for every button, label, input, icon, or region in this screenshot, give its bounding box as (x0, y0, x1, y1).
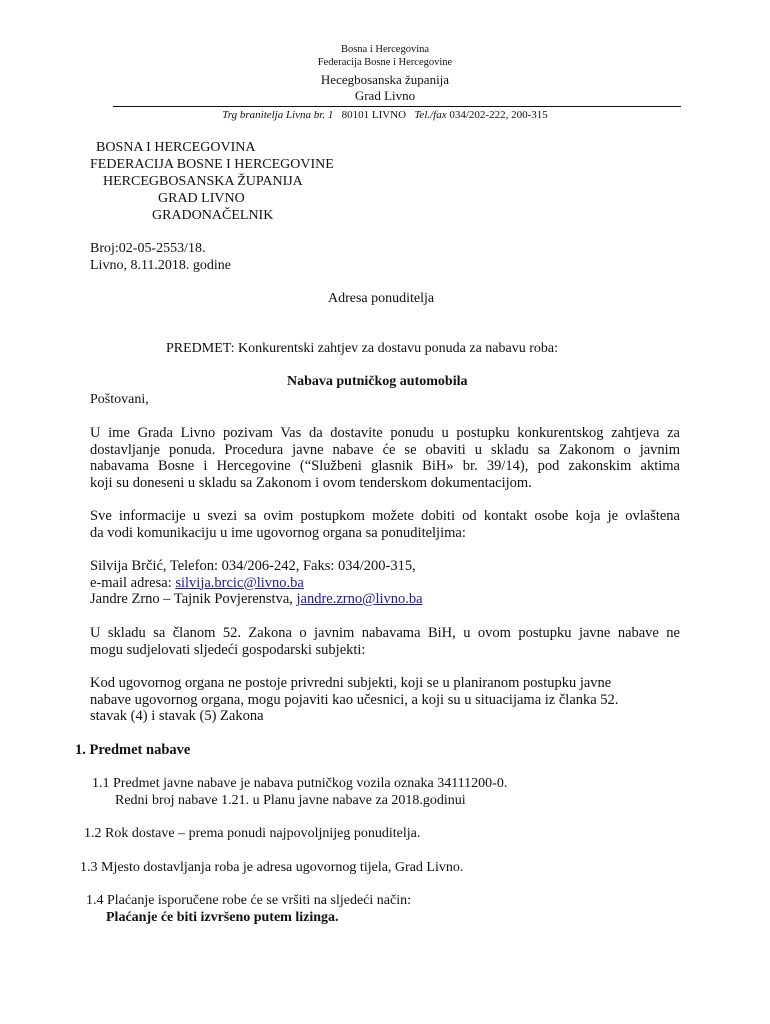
letterhead-city: Grad Livno (354, 88, 416, 103)
contact-line-2 (90, 575, 680, 592)
issuer-line-3: HERCEGBOSANSKA ŽUPANIJA (103, 174, 303, 189)
exclusion-line: Kod ugovornog organa ne postoje privredni subjekti, koji se u planiranom postupku javne (90, 675, 612, 691)
item-1-2: 1.2 Rok dostave – prema ponudi najpovoljnijeg ponuditelja. (84, 826, 421, 841)
salutation: Poštovani, (90, 392, 149, 407)
letterhead-federation: Federacija Bosne i Hercegovine (317, 57, 453, 68)
reference-number: Broj:02-05-2553/18. (90, 241, 206, 256)
contact-line-1: Silvija Brčić, Telefon: 034/206-242, Faks: 034/200-315, (90, 558, 416, 574)
email-label: e-mail adresa: (90, 574, 176, 591)
letterhead-divider (113, 106, 681, 107)
intro-line: dostavljanje ponuda. Procedura javne nabave će se obaviti u skladu sa Zakonom o javnim (90, 441, 680, 458)
intro-line: U ime Grada Livno pozivam Vas da dostavite ponudu u postupku konkurentskog zahtjeva za (90, 425, 680, 441)
letterhead-address (0, 109, 770, 121)
exclusion-paragraph (90, 675, 680, 725)
exclusion-line: stavak (4) i stavak (5) Zakona (90, 708, 264, 724)
item-1-4-payment: Plaćanje će biti izvršeno putem lizinga. (106, 910, 339, 925)
item-1-1-detail: Redni broj nabave 1.21. u Planu javne nabave za 2018.godinui (115, 793, 466, 808)
reference-date: Livno, 8.11.2018. godine (90, 258, 232, 273)
contacts-block (90, 558, 680, 608)
issuer-line-5: GRADONAČELNIK (152, 208, 274, 223)
issuer-line-4: GRAD LIVNO (158, 191, 245, 206)
item-1-4: 1.4 Plaćanje isporučene robe će se vršiti na sljedeći način: (86, 893, 411, 908)
exclusion-line: nabave ugovornog organa, mogu pojaviti kao učesnici, a koji su u situacijama iz članka 52. (90, 691, 619, 708)
info-line: da vodi komunikaciju u ime ugovornog organa sa ponuditeljima: (90, 524, 466, 541)
letterhead-canton: Hecegbosanska županija (320, 72, 450, 87)
item-1-1: 1.1 Predmet javne nabave je nabava putničkog vozila oznaka 34111200-0. (92, 776, 508, 791)
contact-jandre: Jandre Zrno – Tajnik Povjerenstva, (90, 591, 297, 607)
contact-line-3 (90, 591, 680, 608)
issuer-line-2: FEDERACIJA BOSNE I HERCEGOVINE (90, 157, 334, 172)
email-link-silvija[interactable]: silvija.brcic@livno.ba (175, 574, 304, 591)
email-link-jandre[interactable]: jandre.zrno@livno.ba (296, 591, 423, 607)
issuer-line-1: BOSNA I HERCEGOVINA (96, 140, 256, 155)
address-tel-label: Tel./fax (414, 109, 447, 121)
article52-line: mogu sudjelovati sljedeći gospodarski subjekti: (90, 641, 366, 658)
address-street: Trg branitelja Livna br. 1 (222, 109, 334, 121)
intro-paragraph (90, 425, 680, 491)
intro-line: nabavama Bosne i Hercegovine (“Službeni glasnik BiH» br. 39/14), pod zakonskim aktima (90, 458, 680, 474)
subject-line: PREDMET: Konkurentski zahtjev za dostavu ponuda za nabavu roba: (166, 341, 558, 356)
item-1-3: 1.3 Mjesto dostavljanja roba je adresa ugovornog tijela, Grad Livno. (80, 860, 464, 875)
letterhead-country: Bosna i Hercegovina (340, 44, 430, 55)
info-line: Sve informacije u svezi sa ovim postupkom možete dobiti od kontakt osobe koja je ovlaštena (90, 508, 680, 524)
article52-paragraph (90, 625, 680, 658)
address-tel: 034/202-222, 200-315 (449, 109, 548, 121)
section-1-heading: 1. Predmet nabave (75, 742, 191, 758)
intro-line: koji su doneseni u skladu sa Zakonom i ovom tenderskom dokumentacijom. (90, 474, 532, 491)
subject-title: Nabava putničkog automobila (287, 374, 468, 389)
article52-line: U skladu sa članom 52. Zakona o javnim nabavama BiH, u ovom postupku javne nabave ne (90, 625, 680, 641)
info-paragraph (90, 508, 680, 541)
recipient-address: Adresa ponuditelja (328, 291, 435, 306)
address-postcode: 80101 LIVNO (341, 109, 407, 121)
